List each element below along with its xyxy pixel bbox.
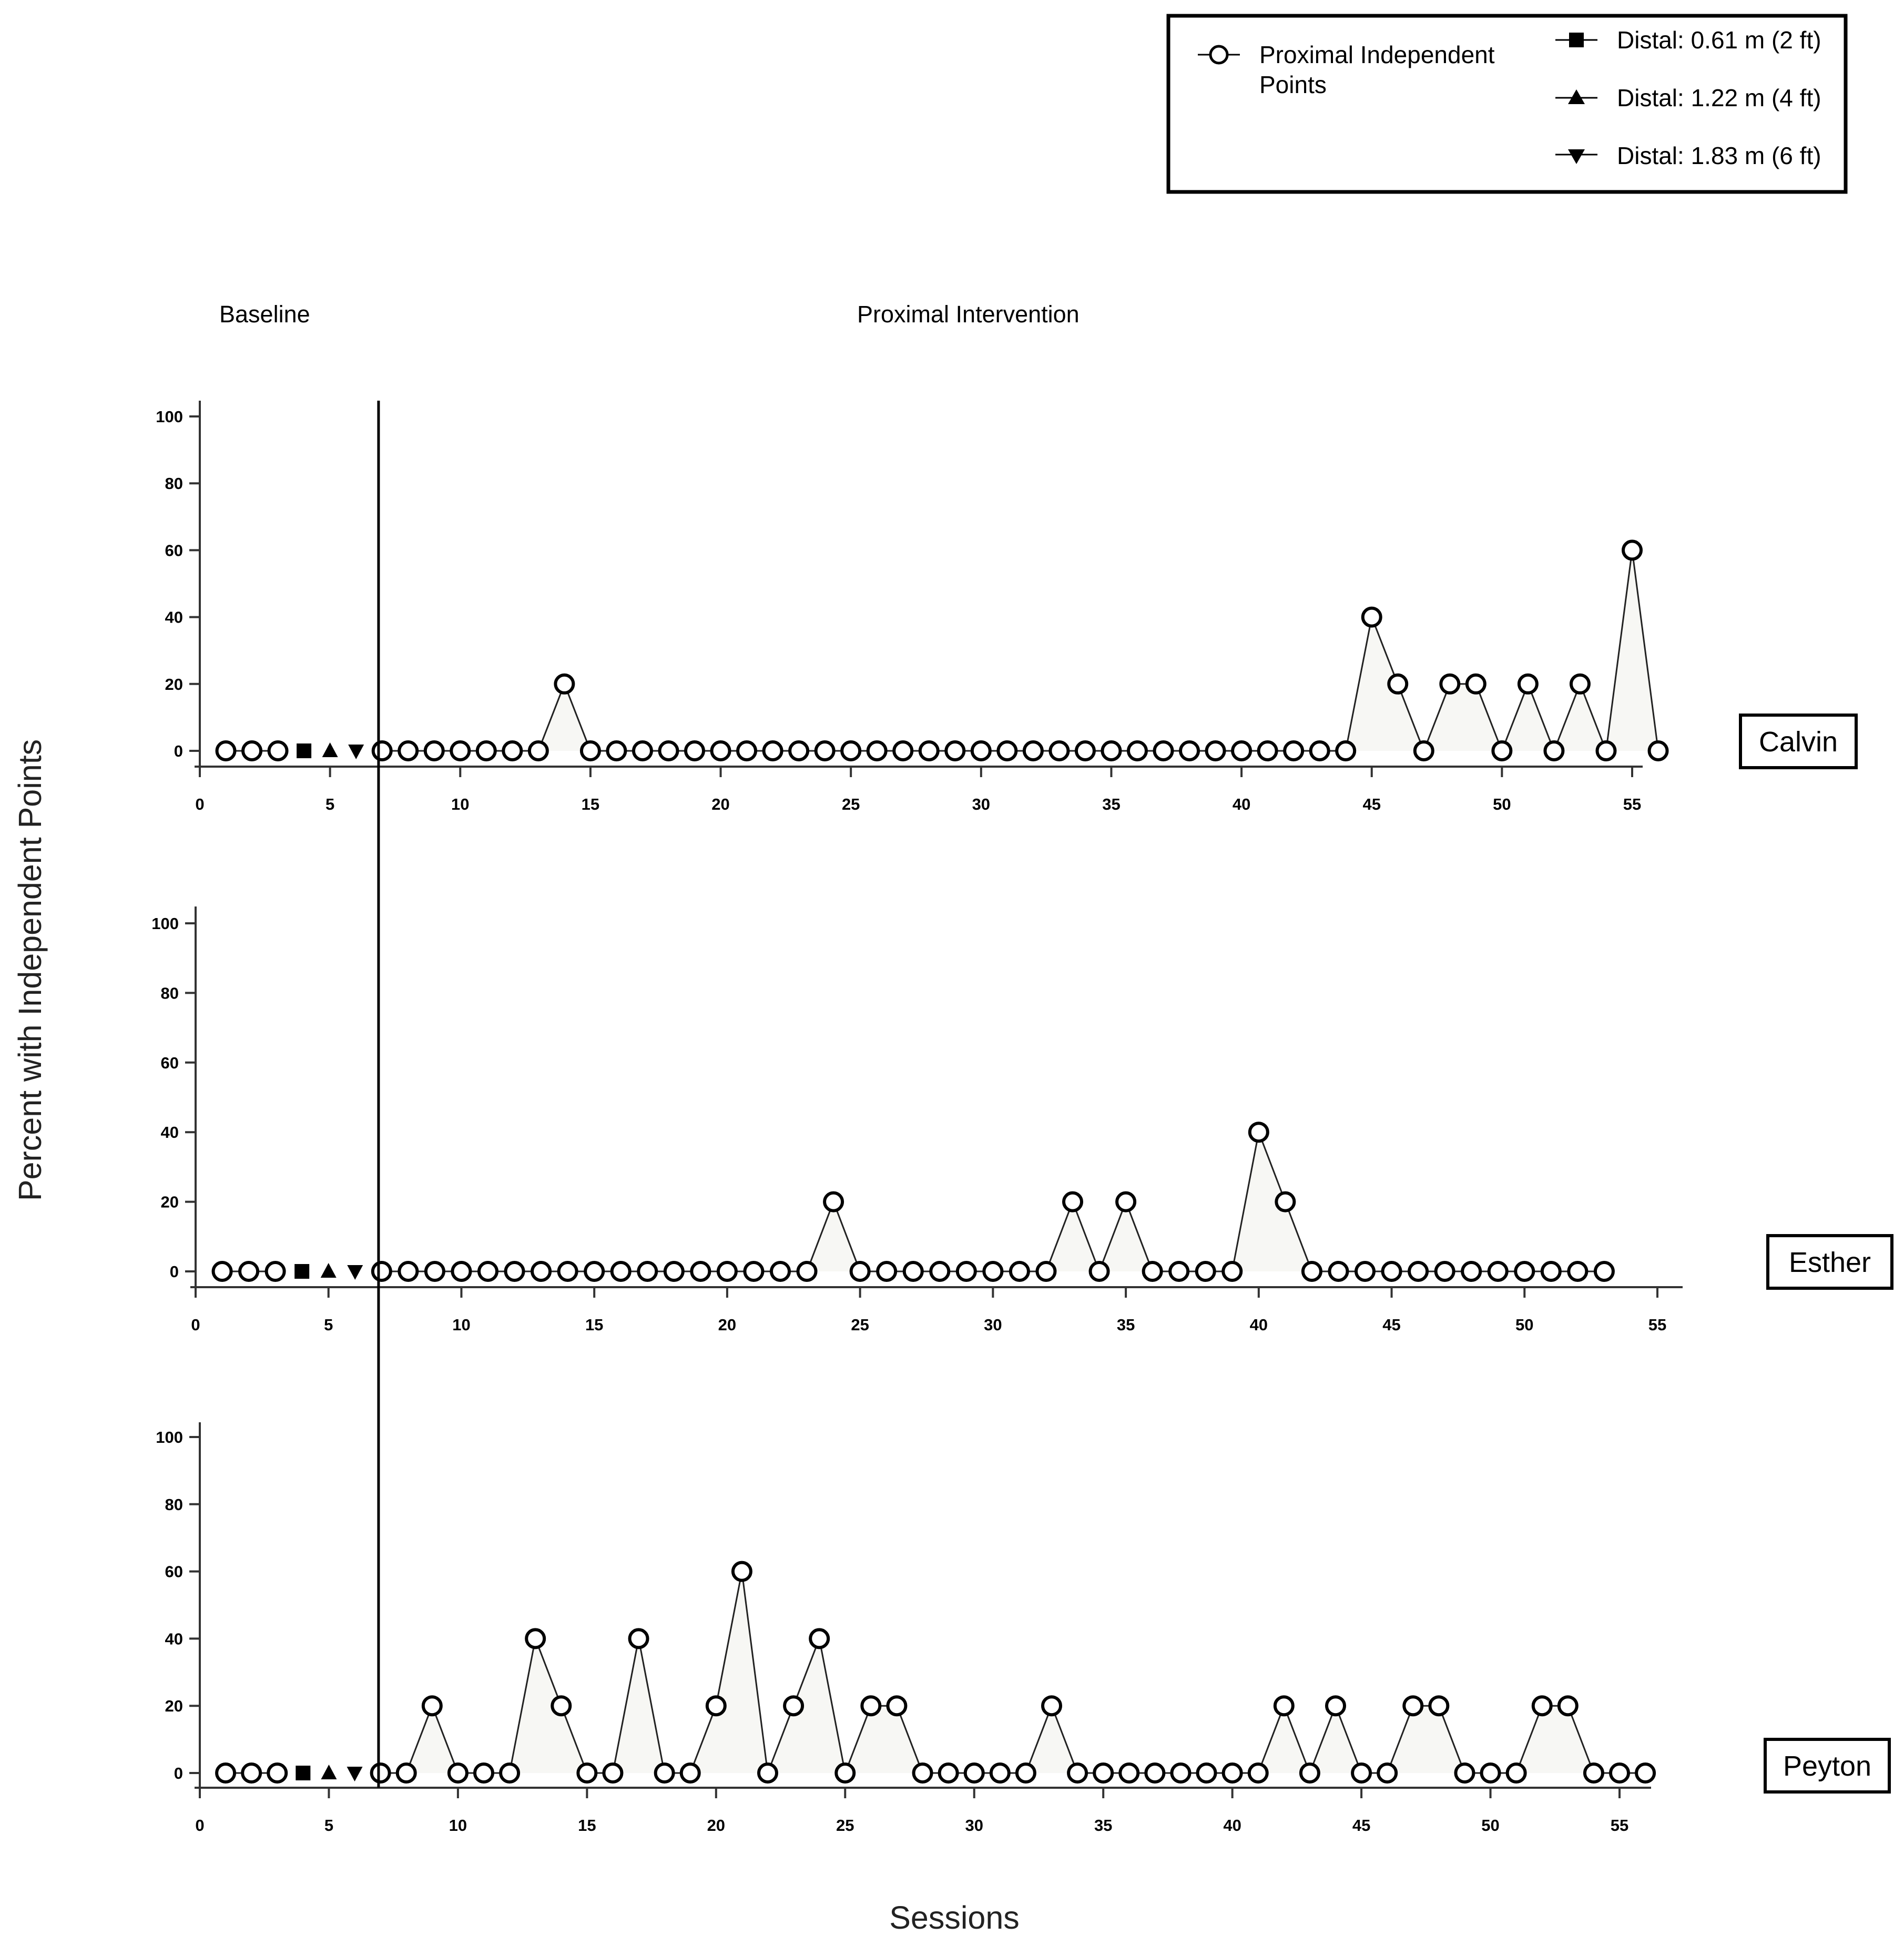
intervention-point [904, 1262, 922, 1280]
baseline-point [240, 1262, 258, 1280]
baseline-point [213, 1262, 231, 1280]
intervention-point [532, 1262, 550, 1280]
intervention-point [868, 742, 886, 760]
intervention-point [612, 1262, 630, 1280]
x-tick-label: 30 [972, 795, 991, 813]
legend-marker-open-circle [1210, 46, 1227, 63]
intervention-point [578, 1764, 596, 1782]
intervention-point [1441, 675, 1459, 693]
y-tick-label: 20 [160, 1193, 179, 1211]
intervention-point [559, 1262, 577, 1280]
intervention-point [1482, 1764, 1500, 1782]
intervention-point [1076, 742, 1094, 760]
x-tick-label: 10 [452, 1316, 471, 1334]
intervention-point [1337, 742, 1355, 760]
y-tick-label: 40 [160, 1123, 179, 1142]
participant-name: Peyton [1783, 1750, 1872, 1782]
intervention-point [1207, 742, 1225, 760]
y-tick-label: 60 [165, 1562, 183, 1581]
intervention-point [1650, 742, 1667, 760]
intervention-point [1585, 1764, 1603, 1782]
intervention-point [914, 1764, 932, 1782]
intervention-point [707, 1697, 725, 1715]
intervention-point [1515, 1262, 1533, 1280]
distal-2ft-point [296, 1766, 310, 1780]
intervention-point [1489, 1262, 1507, 1280]
baseline-point [242, 1764, 260, 1782]
x-tick-label: 0 [191, 1316, 200, 1334]
intervention-point [798, 1262, 816, 1280]
x-tick-label: 30 [984, 1316, 1002, 1334]
x-tick-label: 45 [1352, 1816, 1371, 1835]
baseline-point [267, 1262, 284, 1280]
intervention-point [733, 1563, 751, 1581]
intervention-point [506, 1262, 524, 1280]
intervention-point [659, 742, 677, 760]
intervention-point [836, 1764, 854, 1782]
x-tick-label: 35 [1116, 1316, 1135, 1334]
intervention-point [1275, 1697, 1293, 1715]
intervention-point [634, 742, 651, 760]
x-tick-label: 50 [1493, 795, 1511, 813]
intervention-point [1259, 742, 1277, 760]
intervention-point [764, 742, 782, 760]
intervention-point [399, 742, 417, 760]
intervention-point [582, 742, 599, 760]
y-axis-title: Percent with Independent Points [12, 739, 48, 1201]
x-tick-label: 5 [325, 795, 335, 813]
intervention-point [1595, 1262, 1613, 1280]
intervention-point [984, 1262, 1002, 1280]
intervention-point [1249, 1764, 1267, 1782]
intervention-point [771, 1262, 789, 1280]
x-tick-label: 0 [195, 795, 205, 813]
intervention-point [552, 1697, 570, 1715]
intervention-point [1389, 675, 1407, 693]
intervention-point [449, 1764, 467, 1782]
intervention-point [555, 675, 573, 693]
intervention-point [1436, 1262, 1454, 1280]
intervention-point [816, 742, 834, 760]
intervention-point [1329, 1262, 1347, 1280]
intervention-point [1542, 1262, 1560, 1280]
y-tick-label: 0 [174, 1764, 183, 1782]
intervention-point [851, 1262, 869, 1280]
x-tick-label: 40 [1249, 1316, 1268, 1334]
legend [1168, 16, 1846, 192]
intervention-point [607, 742, 625, 760]
intervention-point [1102, 742, 1120, 760]
x-tick-label: 45 [1382, 1316, 1401, 1334]
x-tick-label: 45 [1362, 795, 1381, 813]
intervention-point [824, 1193, 842, 1211]
x-tick-label: 15 [581, 795, 600, 813]
baseline-point [243, 742, 261, 760]
intervention-point [759, 1764, 777, 1782]
intervention-point [1623, 541, 1641, 559]
intervention-point [1117, 1193, 1135, 1211]
intervention-point [718, 1262, 736, 1280]
intervention-point [842, 742, 860, 760]
x-tick-label: 5 [324, 1816, 334, 1835]
intervention-point [373, 742, 391, 760]
distal-2ft-point [294, 1264, 309, 1279]
intervention-point [972, 742, 990, 760]
intervention-point [1356, 1262, 1374, 1280]
intervention-point [630, 1629, 648, 1647]
baseline-point [217, 742, 235, 760]
legend-label-proximal-line2: Points [1259, 71, 1327, 98]
baseline-point [268, 1764, 286, 1782]
intervention-point [1170, 1262, 1188, 1280]
intervention-point [1120, 1764, 1138, 1782]
intervention-point [681, 1764, 699, 1782]
x-tick-label: 20 [711, 795, 730, 813]
intervention-point [1128, 742, 1146, 760]
y-tick-label: 100 [156, 407, 183, 426]
intervention-point [1545, 742, 1563, 760]
x-axis-title: Sessions [889, 1900, 1020, 1935]
intervention-point [1571, 675, 1589, 693]
x-tick-label: 50 [1481, 1816, 1500, 1835]
intervention-point [1250, 1123, 1268, 1141]
intervention-point [585, 1262, 603, 1280]
intervention-point [479, 1262, 497, 1280]
intervention-point [1017, 1764, 1035, 1782]
x-tick-label: 25 [841, 795, 860, 813]
intervention-point [1224, 1764, 1241, 1782]
x-tick-label: 25 [851, 1316, 869, 1334]
x-tick-label: 25 [836, 1816, 854, 1835]
intervention-point [958, 1262, 975, 1280]
participant-name: Esther [1788, 1247, 1871, 1278]
legend-label-distal-2ft: Distal: 0.61 m (2 ft) [1617, 26, 1821, 54]
intervention-point [1559, 1697, 1577, 1715]
x-tick-label: 55 [1648, 1316, 1667, 1334]
x-tick-label: 40 [1232, 795, 1251, 813]
intervention-point [1378, 1764, 1396, 1782]
x-tick-label: 55 [1623, 795, 1642, 813]
legend-label-distal-4ft: Distal: 1.22 m (4 ft) [1617, 84, 1821, 111]
intervention-point [1276, 1193, 1294, 1211]
intervention-point [426, 1262, 444, 1280]
intervention-point [946, 742, 964, 760]
intervention-point [475, 1764, 493, 1782]
intervention-point [1301, 1764, 1319, 1782]
intervention-point [1233, 742, 1250, 760]
intervention-point [785, 1697, 802, 1715]
intervention-point [712, 742, 730, 760]
intervention-point [638, 1262, 656, 1280]
x-tick-label: 20 [718, 1316, 737, 1334]
intervention-point [1597, 742, 1615, 760]
intervention-point [526, 1629, 544, 1647]
intervention-point [888, 1697, 905, 1715]
intervention-point [790, 742, 808, 760]
intervention-point [451, 742, 469, 760]
intervention-point [425, 742, 443, 760]
intervention-point [1094, 1764, 1112, 1782]
x-tick-label: 5 [324, 1316, 333, 1334]
intervention-point [1172, 1764, 1189, 1782]
intervention-point [1363, 608, 1381, 626]
phase-label-baseline: Baseline [219, 301, 310, 328]
intervention-point [1064, 1193, 1082, 1211]
y-tick-label: 40 [165, 608, 183, 627]
intervention-point [931, 1262, 949, 1280]
intervention-point [1303, 1262, 1321, 1280]
y-tick-label: 80 [160, 984, 179, 1003]
intervention-point [745, 1262, 762, 1280]
intervention-point [1068, 1764, 1086, 1782]
intervention-point [1569, 1262, 1586, 1280]
intervention-point [604, 1764, 622, 1782]
x-tick-label: 35 [1094, 1816, 1113, 1835]
y-tick-label: 40 [165, 1629, 183, 1648]
intervention-point [1198, 1764, 1216, 1782]
intervention-point [665, 1262, 683, 1280]
intervention-point [503, 742, 521, 760]
intervention-point [398, 1764, 415, 1782]
intervention-point [1352, 1764, 1370, 1782]
intervention-point [1180, 742, 1198, 760]
intervention-point [862, 1697, 880, 1715]
intervention-point [1043, 1697, 1061, 1715]
intervention-point [1467, 675, 1485, 693]
x-tick-label: 15 [585, 1316, 604, 1334]
intervention-point [1285, 742, 1302, 760]
intervention-point [1409, 1262, 1427, 1280]
intervention-point [1144, 1262, 1162, 1280]
intervention-point [965, 1764, 983, 1782]
intervention-point [1024, 742, 1042, 760]
legend-marker-filled-square [1569, 33, 1584, 47]
intervention-point [738, 742, 756, 760]
y-tick-label: 0 [169, 1262, 179, 1281]
intervention-point [373, 1262, 391, 1280]
intervention-point [1415, 742, 1433, 760]
x-tick-label: 10 [449, 1816, 467, 1835]
intervention-point [920, 742, 938, 760]
intervention-point [477, 742, 495, 760]
y-tick-label: 100 [156, 1428, 183, 1446]
intervention-point [1462, 1262, 1480, 1280]
intervention-point [530, 742, 547, 760]
intervention-point [686, 742, 704, 760]
y-tick-label: 100 [151, 914, 179, 933]
intervention-point [1011, 1262, 1029, 1280]
intervention-point [1636, 1764, 1654, 1782]
x-tick-label: 0 [195, 1816, 205, 1835]
intervention-point [1197, 1262, 1215, 1280]
intervention-point [1533, 1697, 1551, 1715]
x-tick-label: 10 [451, 795, 470, 813]
intervention-point [1508, 1764, 1525, 1782]
intervention-point [1327, 1697, 1345, 1715]
legend-label-proximal-line1: Proximal Independent [1259, 41, 1495, 68]
intervention-point [399, 1262, 417, 1280]
intervention-point [691, 1262, 709, 1280]
intervention-point [1091, 1262, 1108, 1280]
y-tick-label: 80 [165, 474, 183, 493]
baseline-point [217, 1764, 235, 1782]
intervention-point [1037, 1262, 1055, 1280]
intervention-point [372, 1764, 390, 1782]
intervention-point [1311, 742, 1329, 760]
x-tick-label: 40 [1223, 1816, 1241, 1835]
participant-name: Calvin [1758, 726, 1838, 758]
intervention-point [1404, 1697, 1422, 1715]
legend-label-distal-6ft: Distal: 1.83 m (6 ft) [1617, 142, 1821, 169]
intervention-point [1430, 1697, 1448, 1715]
x-tick-label: 15 [578, 1816, 596, 1835]
x-tick-label: 20 [707, 1816, 726, 1835]
intervention-point [501, 1764, 518, 1782]
intervention-point [940, 1764, 958, 1782]
y-tick-label: 80 [165, 1495, 183, 1514]
y-tick-label: 60 [160, 1053, 179, 1072]
distal-2ft-point [297, 743, 311, 758]
x-tick-label: 50 [1515, 1316, 1534, 1334]
intervention-point [1611, 1764, 1628, 1782]
x-tick-label: 35 [1102, 795, 1121, 813]
intervention-point [1493, 742, 1511, 760]
intervention-point [423, 1697, 441, 1715]
y-tick-label: 20 [165, 1697, 183, 1716]
y-tick-label: 0 [174, 742, 183, 760]
intervention-point [656, 1764, 674, 1782]
intervention-point [810, 1629, 828, 1647]
intervention-point [1455, 1764, 1473, 1782]
x-tick-label: 55 [1610, 1816, 1629, 1835]
baseline-point [269, 742, 287, 760]
intervention-point [894, 742, 912, 760]
y-tick-label: 60 [165, 541, 183, 560]
intervention-point [1223, 1262, 1241, 1280]
intervention-point [1519, 675, 1537, 693]
intervention-point [1383, 1262, 1401, 1280]
intervention-point [452, 1262, 470, 1280]
intervention-point [1155, 742, 1173, 760]
phase-label-intervention: Proximal Intervention [857, 301, 1080, 328]
intervention-point [878, 1262, 895, 1280]
intervention-point [1146, 1764, 1164, 1782]
intervention-point [1050, 742, 1068, 760]
intervention-point [991, 1764, 1009, 1782]
intervention-point [998, 742, 1016, 760]
y-tick-label: 20 [165, 675, 183, 694]
x-tick-label: 30 [965, 1816, 983, 1835]
